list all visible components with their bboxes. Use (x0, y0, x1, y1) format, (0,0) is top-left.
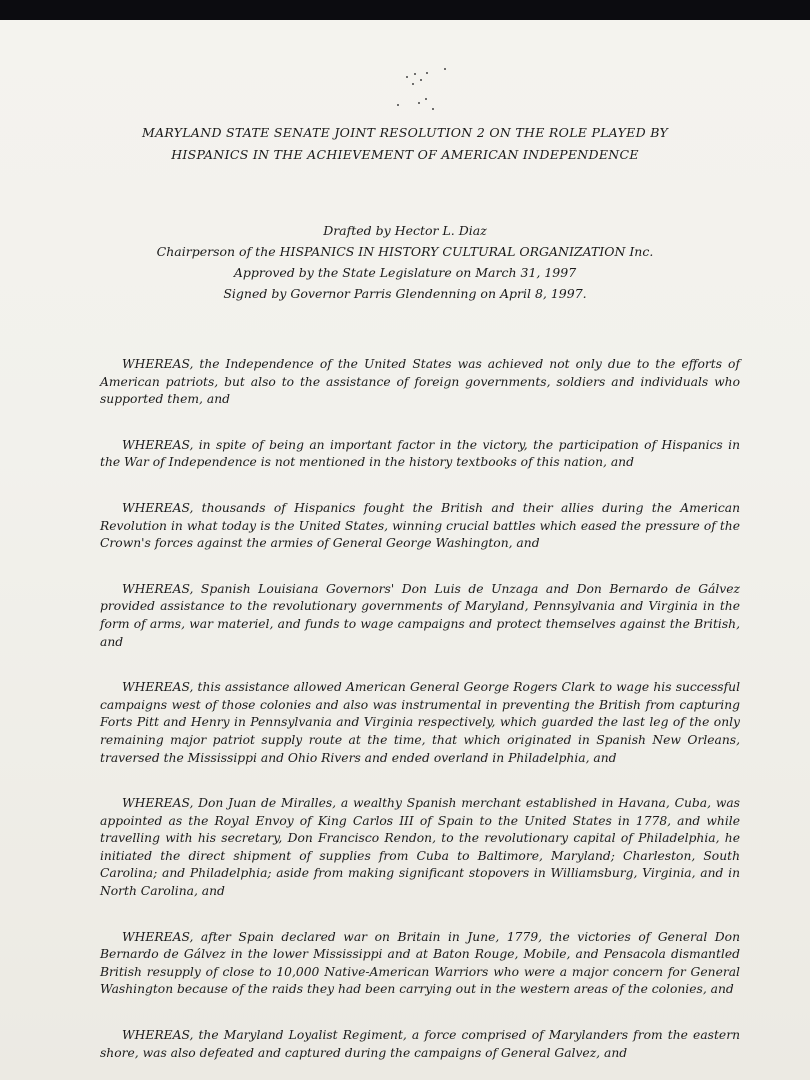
document-metadata (60, 220, 750, 304)
whereas-paragraph: WHEREAS, in spite of being an important factor in the victory, the participation of Hispanics in the War of Independence is not mentioned in the history textbooks of this nation, and (100, 437, 740, 470)
document-page (0, 20, 810, 1080)
whereas-paragraph: WHEREAS, Don Juan de Miralles, a wealthy Spanish merchant established in Havana, Cuba, was appointed as the Royal Envoy of King Carlos III of Spain to the United States in 1778, and while travelling with his secretary, Don Francisco Rendon, to the revolutionary capital of Philadelphia, he initiated the direct shipment of supplies from Cuba to Baltimore, Maryland; Charleston, South Carolina; and Philadelphia; aside from making significant stopovers in Williamsburg, Virginia, and in North Carolina, and (100, 796, 740, 899)
drafted-by: Drafted by Hector L. Diaz (323, 223, 487, 238)
whereas-paragraph: WHEREAS, the Independence of the United States was achieved not only due to the efforts of American patriots, but also to the assistance of foreign governments, soldiers and individuals who supported them, and (100, 357, 740, 407)
whereas-paragraph: WHEREAS, Spanish Louisiana Governors' Don Luis de Unzaga and Don Bernardo de Gálvez provided assistance to the revolutionary governments of Maryland, Pennsylvania and Virginia in the form of arms, war materiel, and funds to wage campaigns and protect themselves against the British, and (100, 581, 740, 649)
resolution-body (100, 356, 740, 1080)
whereas-paragraph: WHEREAS, this assistance allowed American General George Rogers Clark to wage his successful campaigns west of those colonies and also was instrumental in preventing the British from capturing Forts Pitt and Henry in Pennsylvania and Virginia respectively, which guarded the last leg of the only remaining major patriot supply route at the time, that which originated in Spanish New Orleans, traversed the Mississippi and Ohio Rivers and ended overland in Philadelphia, and (100, 680, 740, 765)
signature-date: Signed by Governor Parris Glendenning on April 8, 1997. (223, 286, 587, 301)
stamp-marks (392, 50, 452, 120)
whereas-paragraph: WHEREAS, after Spain declared war on Britain in June, 1779, the victories of General Don Bernardo de Gálvez in the lower Mississippi and at Baton Rouge, Mobile, and Pensacola dismantled British resupply of close to 10,000 Native-American Warriors who were a major concern for General Washington because of the raids they had been carrying out in the western areas of the colonies, and (100, 929, 740, 997)
resolution-title (60, 122, 750, 166)
whereas-paragraph: WHEREAS, thousands of Hispanics fought the British and their allies during the American Revolution in what today is the United States, winning crucial battles which eased the pressure of the Crown's forces against the armies of General George Washington, and (100, 500, 740, 551)
top-edge-shadow (0, 0, 810, 20)
chairperson: Chairperson of the HISPANICS IN HISTORY CULTURAL ORGANIZATION Inc. (156, 244, 654, 259)
title-line-1: MARYLAND STATE SENATE JOINT RESOLUTION 2 ON THE ROLE PLAYED BY (141, 125, 669, 140)
title-line-2: HISPANICS IN THE ACHIEVEMENT OF AMERICAN INDEPENDENCE (171, 147, 639, 162)
approval-date: Approved by the State Legislature on March 31, 1997 (233, 265, 577, 280)
whereas-paragraph: WHEREAS, the Maryland Loyalist Regiment, a force comprised of Marylanders from the eastern shore, was also defeated and captured during the campaigns of General Galvez, and (100, 1028, 740, 1060)
